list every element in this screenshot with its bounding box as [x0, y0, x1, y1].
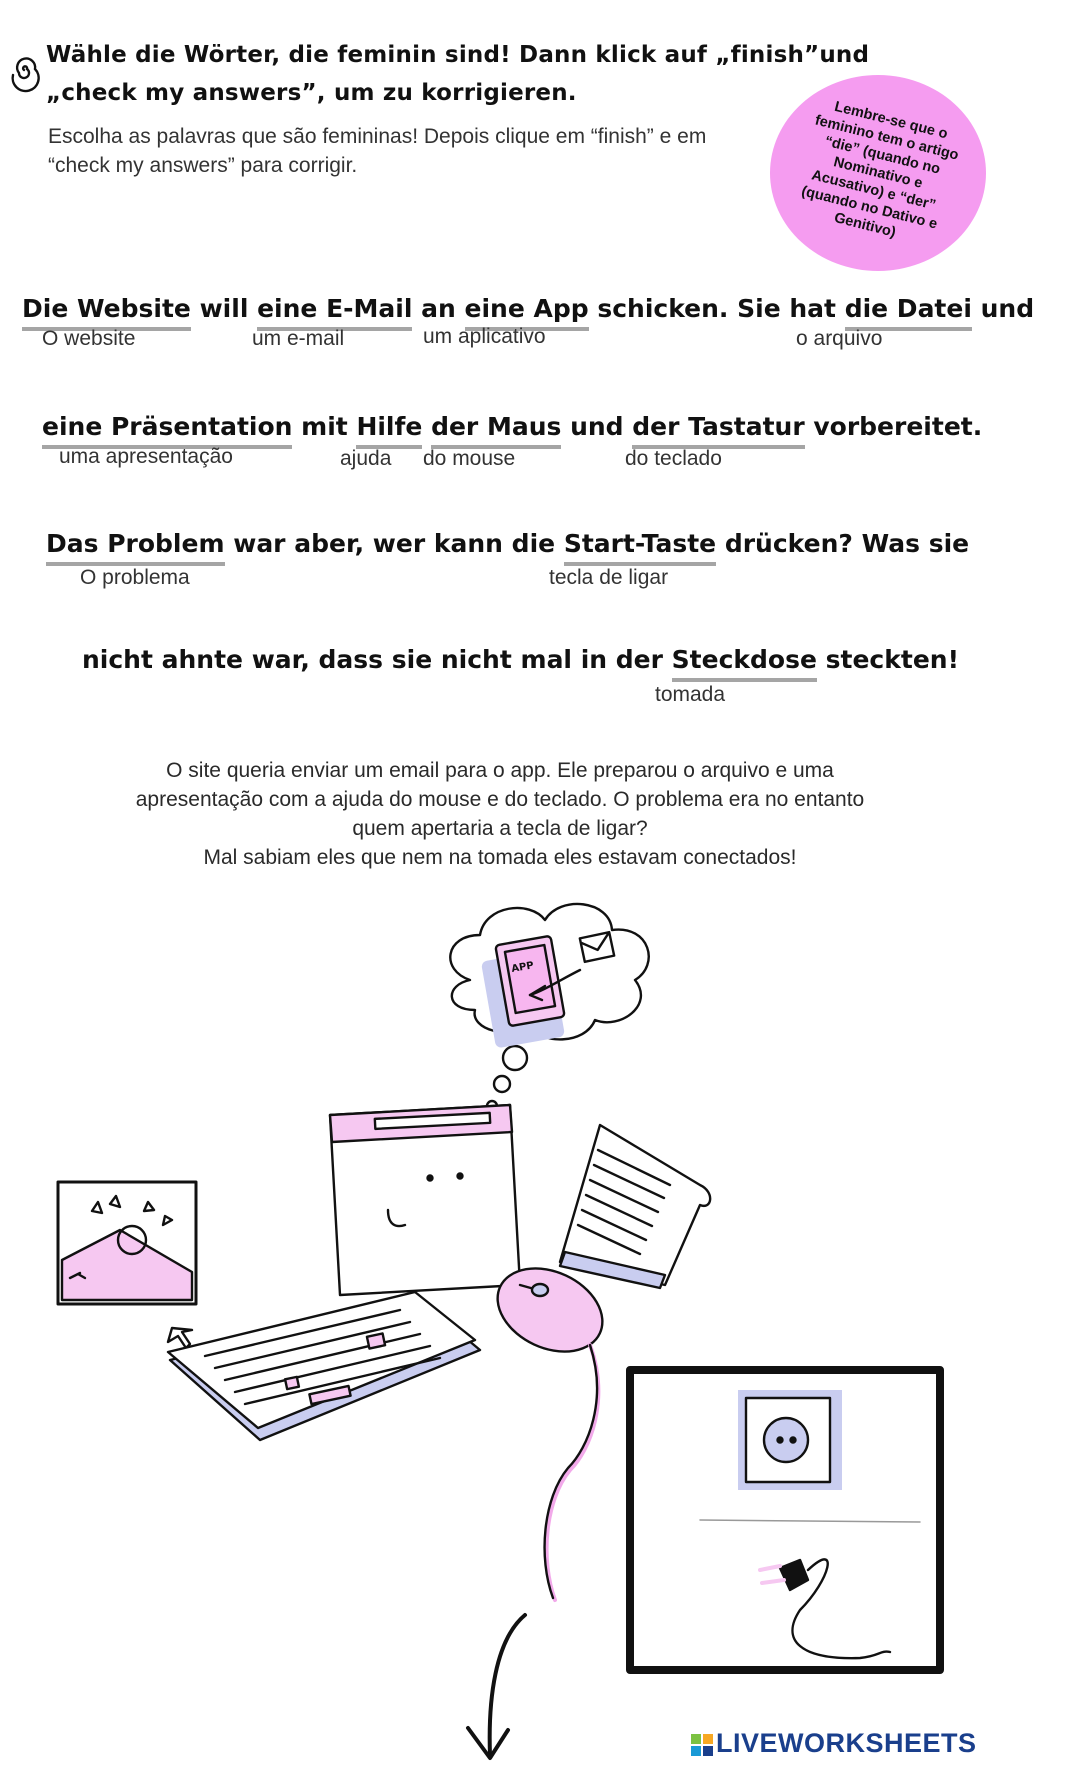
text-an: an — [412, 294, 465, 323]
gloss-tecla-de-ligar: tecla de ligar — [549, 566, 669, 589]
gloss-o-problema: O problema — [80, 566, 190, 589]
word-start-taste[interactable]: Start-Taste — [564, 527, 716, 566]
tablet-icon — [58, 1182, 196, 1348]
gloss-tomada: tomada — [655, 683, 726, 706]
hint-bubble — [770, 75, 986, 271]
envelope-icon — [580, 932, 614, 962]
gloss-ajuda: ajuda — [340, 447, 392, 470]
word-der-tastatur[interactable]: der Tastatur — [632, 410, 804, 449]
word-der-maus[interactable]: der Maus — [431, 410, 561, 449]
translation-line-3: quem apertaria a tecla de ligar? — [352, 817, 648, 840]
word-die-datei[interactable]: die Datei — [845, 292, 972, 331]
text-und-2: und — [561, 412, 633, 441]
translation-line-4: Mal sabiam eles que nem na tomada eles estavam conectados! — [203, 846, 797, 869]
gloss-o-arquivo: o arquivo — [796, 327, 883, 350]
keyboard-icon — [168, 1292, 480, 1440]
word-eine-praesentation[interactable]: eine Präsentation — [42, 410, 292, 449]
instruction-german: Wähle die Wörter, die feminin sind! Dann klick auf „finish”und „check my answers”, um zu korrigieren. — [46, 42, 870, 106]
liveworksheets-logo — [690, 1728, 977, 1759]
translation-line-2: apresentação com a ajuda do mouse e do teclado. O problema era no entanto — [135, 788, 865, 811]
word-hilfe[interactable]: Hilfe — [356, 410, 422, 449]
sentence-line-3 — [46, 527, 1046, 566]
text-nicht-ahnte: nicht ahnte war, dass sie nicht mal in der — [82, 645, 672, 674]
swirl-icon — [6, 52, 42, 88]
word-das-problem[interactable]: Das Problem — [46, 527, 225, 566]
gloss-uma-apresentacao: uma apresentação — [59, 445, 233, 468]
socket-frame — [630, 1370, 940, 1670]
word-die-website[interactable]: Die Website — [22, 292, 191, 331]
mouse-icon — [484, 1252, 616, 1600]
word-steckdose[interactable]: Steckdose — [672, 643, 817, 682]
gloss-o-website: O website — [42, 327, 136, 350]
gloss-do-teclado: do teclado — [625, 447, 722, 470]
gloss-do-mouse: do mouse — [423, 447, 516, 470]
text-space — [422, 410, 431, 444]
text-vorbereitet: vorbereitet. — [804, 412, 983, 441]
word-eine-email[interactable]: eine E-Mail — [257, 292, 412, 331]
text-und: und — [971, 294, 1035, 323]
gloss-um-aplicativo: um aplicativo — [423, 325, 546, 348]
text-will: will — [190, 294, 258, 323]
text-schicken: schicken. Sie hat — [588, 294, 845, 323]
word-eine-app[interactable]: eine App — [465, 292, 589, 331]
down-arrow-icon — [468, 1615, 525, 1758]
illustration — [0, 880, 1000, 1768]
liveworksheets-logo-text: LIVEWORKSHEETS — [716, 1728, 977, 1758]
text-war-aber: war aber, wer kann die — [224, 529, 564, 558]
text-steckten: steckten! — [816, 645, 959, 674]
translation-paragraph — [60, 756, 940, 872]
document-icon — [560, 1125, 710, 1288]
sentence-line-2 — [42, 410, 1042, 449]
browser-window — [330, 1105, 520, 1295]
sentence-line-4 — [82, 643, 1082, 682]
hint-bubble-text: Lembre-se que o feminino tem o artigo “die” (quando no Nominativo e Acusativo) e “der” (quando no Dativo e Genitivo) — [799, 98, 961, 241]
instruction-portuguese: Escolha as palavras que são femininas! Depois clique em “finish” e em “check my answers” para corrigir. — [48, 125, 707, 177]
text-druecken: drücken? Was sie — [716, 529, 970, 558]
translation-line-1: O site queria enviar um email para o app. Ele preparou o arquivo e uma — [166, 759, 834, 782]
gloss-um-email: um e-mail — [252, 327, 345, 350]
text-mit: mit — [292, 412, 357, 441]
app-label: APP — [510, 960, 535, 975]
liveworksheets-logo-icon — [690, 1733, 714, 1757]
